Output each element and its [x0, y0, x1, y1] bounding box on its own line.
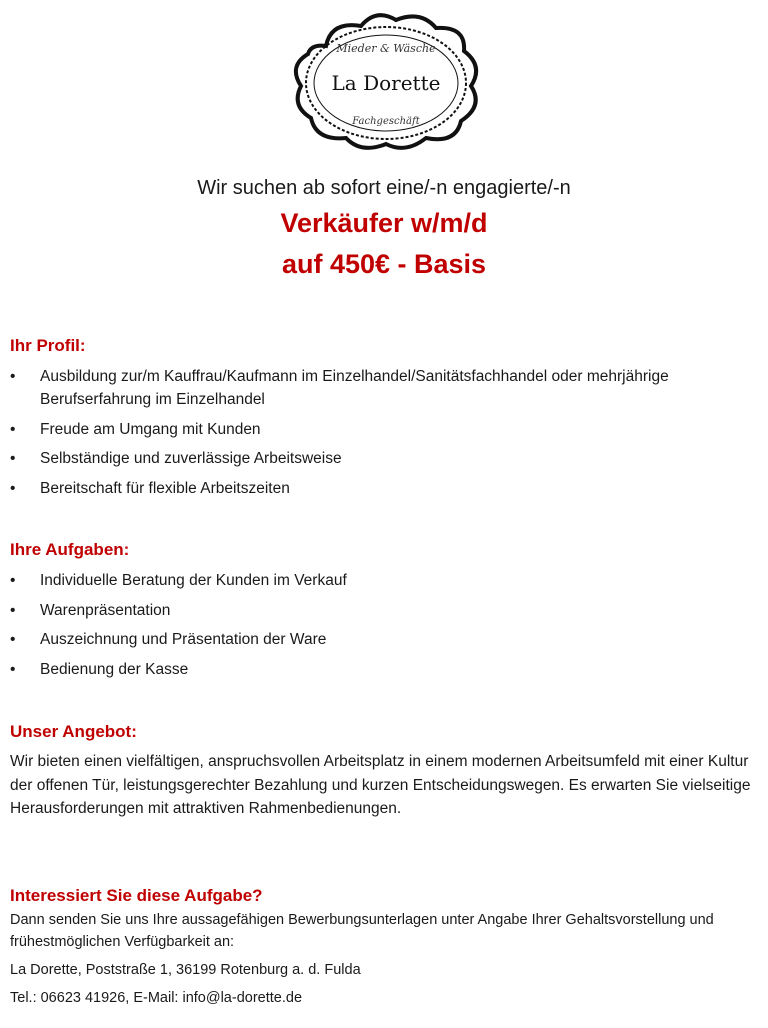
offer-heading: Unser Angebot: [10, 722, 137, 741]
offer-text: Wir bieten einen vielfältigen, anspruchsvollen Arbeitsplatz in einem modernen Arbeitsumfeld mit einer Kultur der offenen Tür, leistungsgerechter Bezahlung und kurzen Entscheidungswegen. Es erwarten Sie vielseitige Herausforderungen mit attraktiven Rahmenbedienungen. [10, 753, 751, 817]
list-item: • Bedienung der Kasse [10, 660, 189, 678]
list-item: • Individuelle Beratung der Kunden im Verkauf [10, 572, 347, 589]
profile-list [0, 365, 720, 506]
tasks-list [0, 569, 720, 687]
profile-heading: Ihr Profil: [10, 336, 86, 355]
contact-address: La Dorette, Poststraße 1, 36199 Rotenburg a. d. Fulda [10, 962, 361, 978]
position-basis: auf 450€ - Basis [281, 249, 487, 279]
contact-text: Dann senden Sie uns Ihre aussagefähigen Bewerbungsunterlagen unter Angabe Ihrer Gehaltsvorstellung und frühestmöglichen Verfügbarkeit an: [10, 912, 714, 950]
list-item: • Selbständige und zuverlässige Arbeitsweise [10, 450, 342, 467]
position-title: Verkäufer w/m/d [280, 208, 488, 238]
list-item: • Auszeichnung und Präsentation der Ware [10, 631, 327, 648]
contact-phone-email: Tel.: 06623 41926, E-Mail: info@la-dorette.de [10, 990, 303, 1006]
la-dorette-logo [286, 6, 486, 156]
list-item: • Ausbildung zur/m Kauffrau/Kaufmann im Einzelhandel/Sanitätsfachhandel oder mehrjährige Berufserfahrung im Einzelhandel [10, 368, 669, 408]
svg-text:Mieder & Wäsche: Mieder & Wäsche [336, 42, 436, 55]
svg-text:Fachgeschäft: Fachgeschäft [352, 116, 420, 127]
list-item: • Bereitschaft für flexible Arbeitszeiten [10, 479, 290, 497]
svg-text:La Dorette: La Dorette [331, 71, 441, 95]
list-item: • Warenpräsentation [10, 601, 171, 619]
tasks-heading: Ihre Aufgaben: [10, 540, 130, 559]
list-item: • Freude am Umgang mit Kunden [10, 420, 261, 438]
intro-text: Wir suchen ab sofort eine/-n engagierte/-n [197, 177, 571, 199]
contact-heading: Interessiert Sie diese Aufgabe? [10, 886, 263, 905]
